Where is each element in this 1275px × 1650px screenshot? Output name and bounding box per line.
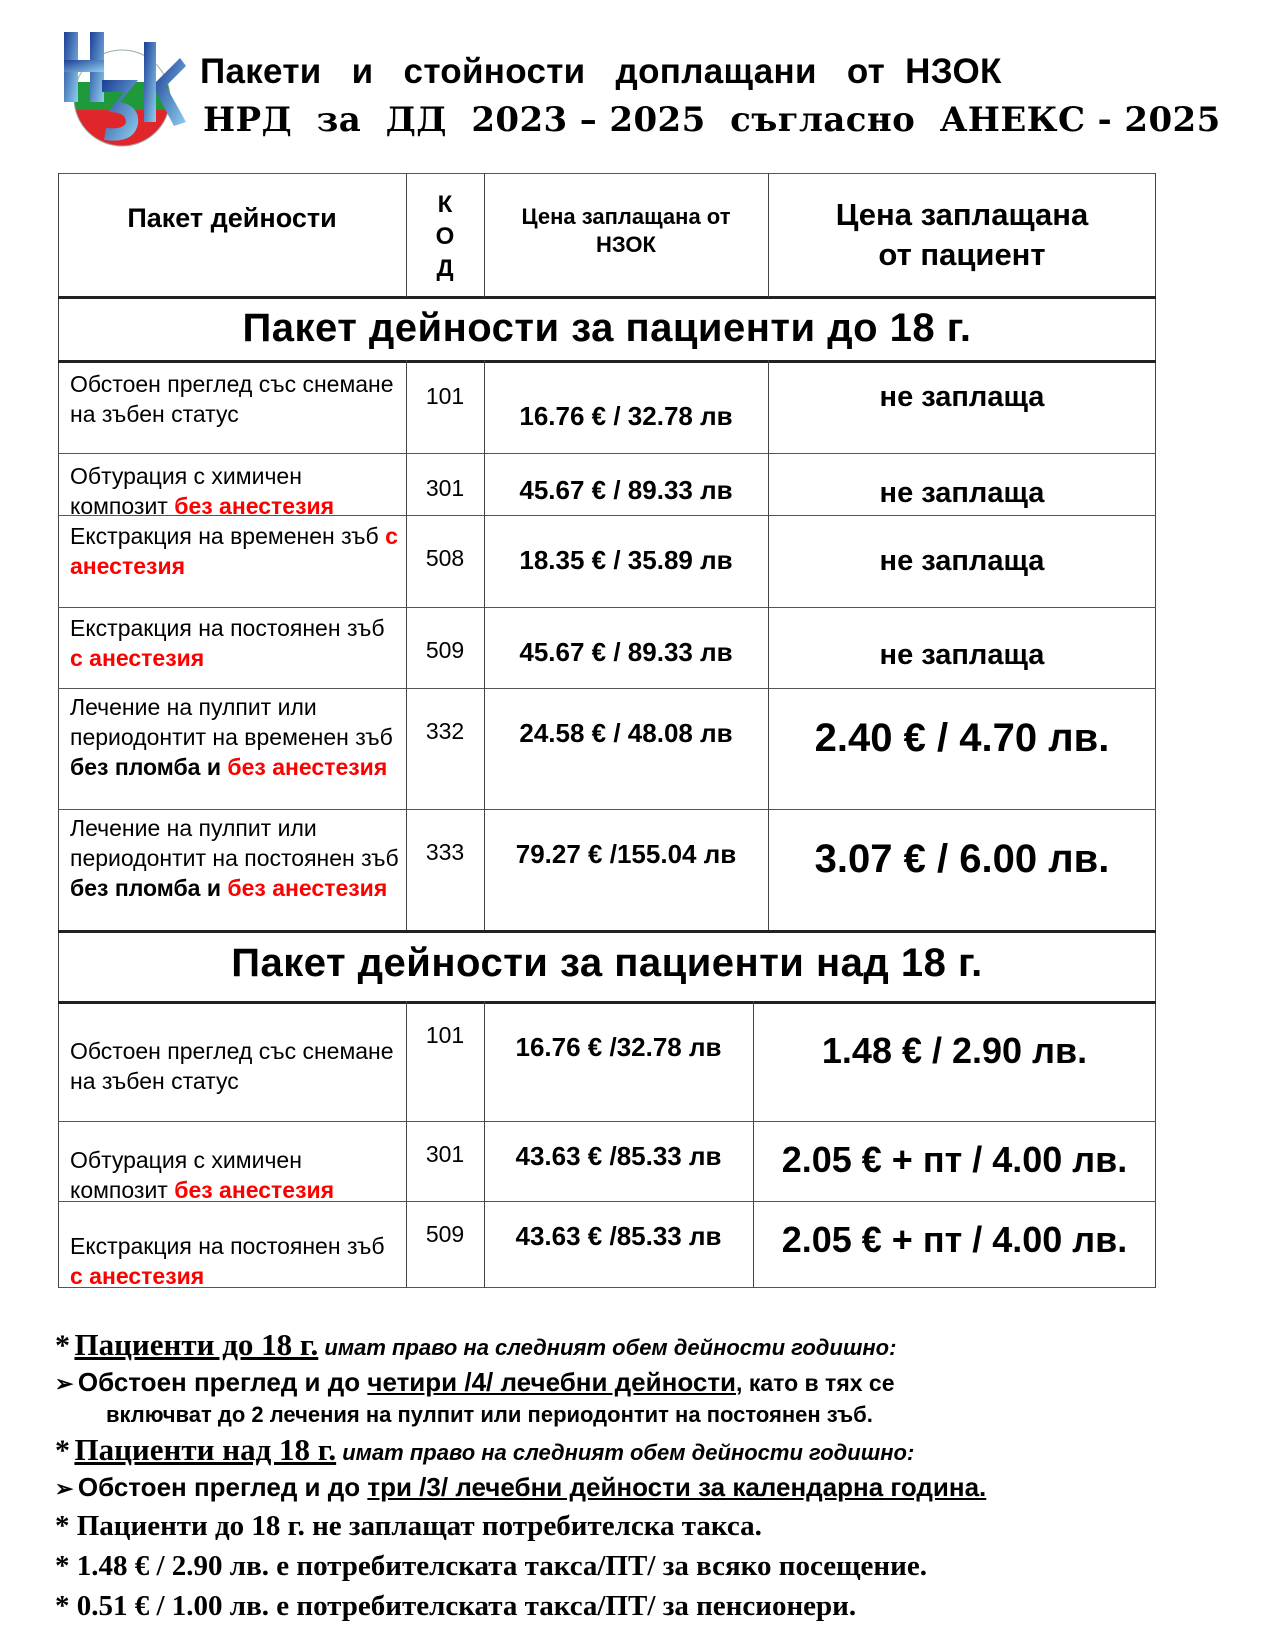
package-description [70,692,400,782]
patient-price: не заплаща [879,381,1045,413]
col-header-package: Пакет дейности [127,203,337,233]
note-text: имат право на следният обем дейности годишно: [318,1335,897,1360]
note-text-underlined: четири /4/ лечебни дейности [367,1367,737,1397]
table-row [58,1201,1156,1288]
note-heading: Пациенти до 18 г. [74,1327,319,1362]
code-letter: Д [436,255,454,282]
patient-price: не заплаща [879,639,1045,671]
section-title-under-18: Пакет дейности за пациенти до 18 г. [242,306,972,350]
note-fee-per-visit: * 1.48 € / 2.90 лв. е потребителската такса/ПТ/ за всяко посещение. [55,1550,927,1582]
activity-code: 332 [425,718,465,744]
package-description [70,521,400,581]
nzok-price: 24.58 € / 48.08 лв [519,718,733,748]
patient-price: 1.48 € / 2.90 лв. [821,1030,1088,1071]
anesthesia-note: без анестезия [227,754,388,780]
anesthesia-note: без анестезия [227,875,388,901]
description-text: Обтурация с химичен композит [70,463,302,519]
nzok-price: 43.63 € /85.33 лв [515,1141,722,1171]
activity-code: 508 [425,545,465,571]
package-description [70,813,400,903]
note-text-underlined: три /3/ лечебни дейности за календарна година. [367,1472,987,1502]
patient-price-line1: Цена заплащана [835,197,1089,232]
package-description [70,369,400,429]
description-text: Обтурация с химичен композит [70,1147,302,1203]
patient-price: 3.07 € / 6.00 лв. [814,837,1110,881]
title-line-1: Пакети и стойности доплащани от НЗОК [200,52,1002,91]
nzok-price: 79.27 € /155.04 лв [515,839,737,869]
activity-code: 301 [425,475,465,501]
note-star: * [55,1329,70,1362]
package-description [70,1145,400,1205]
table-row [58,453,1156,519]
description-text: Екстракция на постоянен зъб [70,1233,385,1259]
anesthesia-note: с анестезия [70,1263,205,1289]
description-text: Обстоен преглед със снемане на зъбен статус [70,371,394,427]
description-text: Екстракция на временен зъб [70,523,386,549]
nzok-price: 16.76 € / 32.78 лв [519,401,733,431]
note-star: * [55,1434,70,1467]
anesthesia-note: без анестезия [174,493,335,519]
note-under-18-bullet-cont [106,1402,873,1428]
nzok-logo [62,30,186,148]
nzok-price: 45.67 € / 89.33 лв [519,637,733,667]
table-row [58,607,1156,688]
activity-code: 301 [425,1141,465,1167]
price-table [58,173,1156,1288]
table-row [58,809,1156,930]
nzok-price: 43.63 € /85.33 лв [515,1221,722,1251]
note-text: , като в тях се [736,1370,895,1396]
arrow-bullet-icon: ➢ [55,1371,74,1396]
note-no-fee-under-18: * Пациенти до 18 г. не заплащат потребителска такса. [55,1510,762,1542]
note-heading: Пациенти над 18 г. [74,1432,337,1467]
note-text: имат право на следният обем дейности годишно: [336,1440,915,1465]
patient-price: 2.05 € + пт / 4.00 лв. [781,1139,1128,1180]
note-over-18-bullet [55,1472,986,1503]
activity-code: 101 [425,1022,465,1048]
package-description [70,1036,400,1096]
note-under-18-bullet [55,1367,895,1398]
anesthesia-note: с анестезия [70,645,205,671]
note-under-18 [55,1327,896,1363]
table-row [58,1121,1156,1201]
table-row [58,688,1156,809]
package-description [70,461,400,521]
filling-note: без пломба и [70,875,228,901]
description-text: Лечение на пулпит или периодонтит на постоянен зъб [70,815,399,871]
table-row [58,1002,1156,1121]
note-fee-pensioners: * 0.51 € / 1.00 лв. е потребителската такса/ПТ/ за пенсионери. [55,1590,857,1622]
anesthesia-note: с анестезия [70,523,398,579]
patient-price: 2.05 € + пт / 4.00 лв. [781,1219,1128,1260]
table-row [58,515,1156,607]
activity-code: 509 [425,1221,465,1247]
description-text: Обстоен преглед със снемане на зъбен статус [70,1038,394,1094]
anesthesia-note: без анестезия [174,1177,335,1203]
patient-price: 2.40 € / 4.70 лв. [814,716,1110,760]
note-text: Обстоен преглед и до [77,1472,368,1502]
nzok-price: 18.35 € / 35.89 лв [519,545,733,575]
filling-note: без пломба и [70,754,228,780]
activity-code: 333 [425,839,465,865]
description-text: Екстракция на постоянен зъб [70,615,385,641]
package-description [70,613,400,673]
code-letter: К [437,191,453,218]
patient-price: не заплаща [879,545,1045,577]
activity-code: 101 [425,383,465,409]
title-line-2: НРД за ДД 2023 – 2025 съгласно АНЕКС - 2025 [203,100,1221,140]
patient-price: не заплаща [879,477,1045,509]
note-over-18 [55,1432,914,1468]
section-title-over-18: Пакет дейности за пациенти над 18 г. [231,941,983,985]
col-header-code [406,189,484,285]
col-header-patient-price [768,195,1156,275]
nzok-price: 45.67 € / 89.33 лв [519,475,733,505]
package-description [70,1231,400,1291]
activity-code: 509 [425,637,465,663]
patient-price-line2: от пациент [878,237,1046,272]
note-text: включват до 2 лечения на пулпит или периодонтит на постоянен зъб. [106,1402,873,1427]
code-letter: О [435,223,455,250]
col-header-nzok-price: Цена заплащана от НЗОК [521,204,731,257]
arrow-bullet-icon: ➢ [55,1476,74,1501]
nzok-price: 16.76 € /32.78 лв [515,1032,722,1062]
table-row [58,361,1156,453]
note-text: Обстоен преглед и до [77,1367,368,1397]
description-text: Лечение на пулпит или периодонтит на временен зъб [70,694,393,750]
